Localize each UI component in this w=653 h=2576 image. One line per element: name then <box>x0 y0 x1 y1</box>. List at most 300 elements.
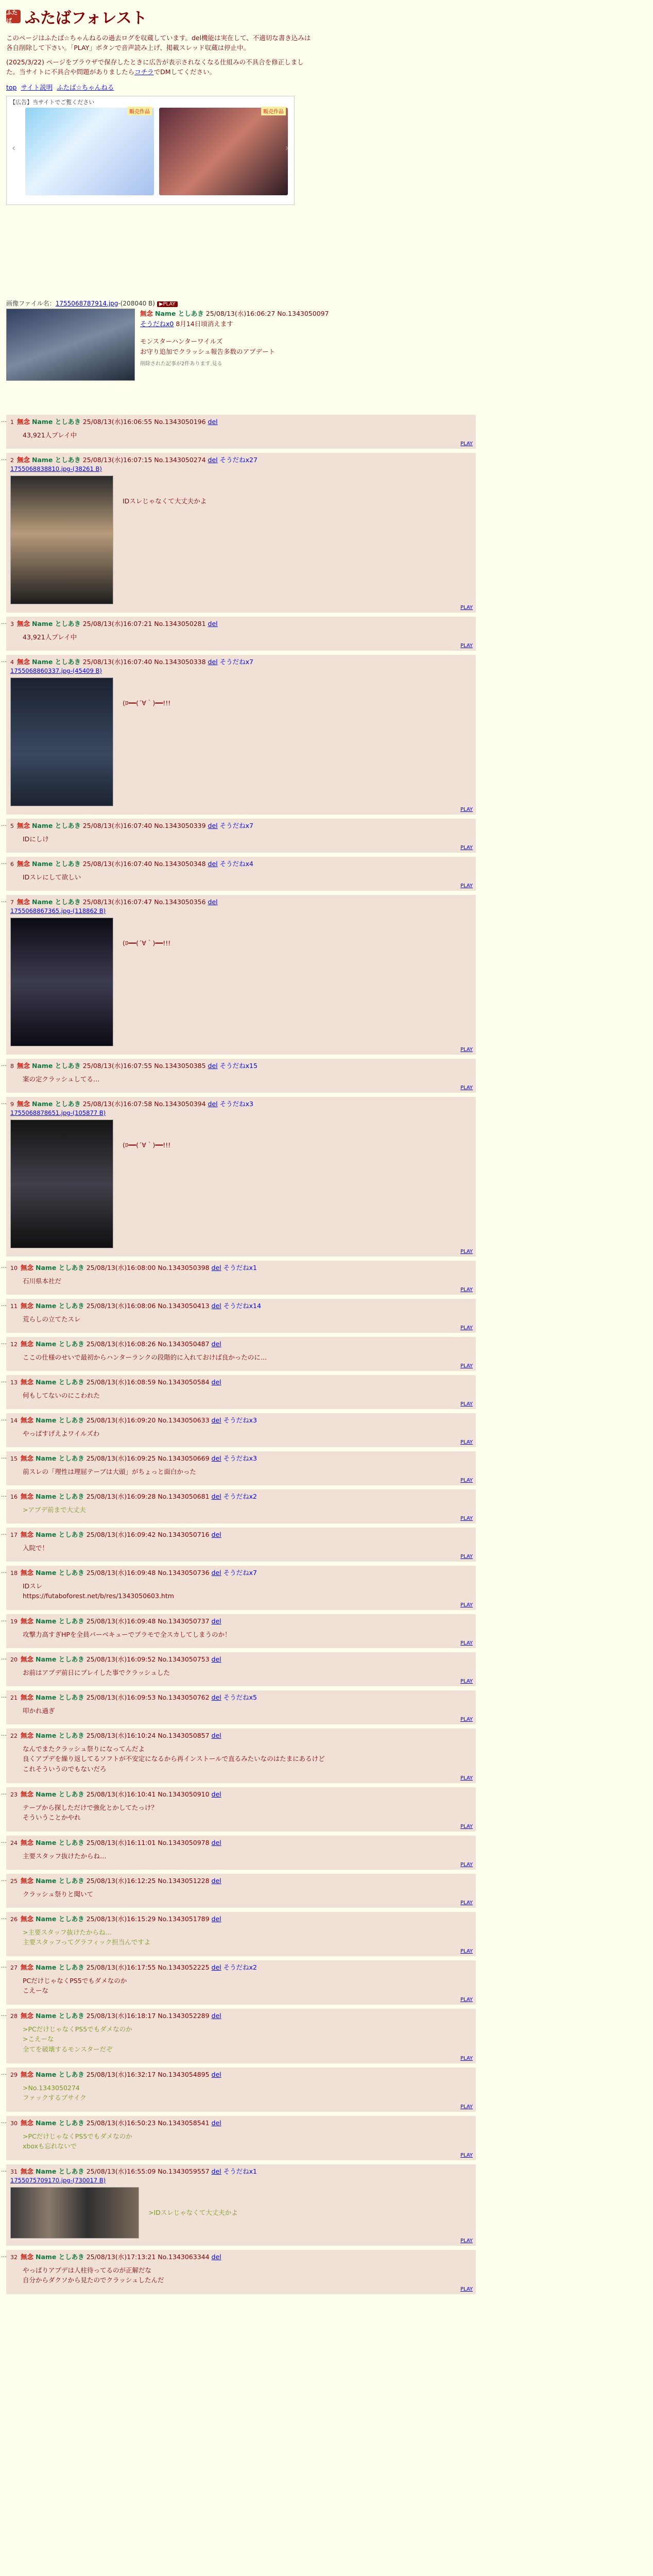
reply-name: Name としあき <box>35 2119 84 2127</box>
del-link[interactable]: del <box>211 1378 221 1386</box>
reply-body: 石川県本社だ <box>23 1277 62 1285</box>
reply-body: (ﾛ━━(´∀｀)━━!!! <box>123 1141 171 1149</box>
reply-body: やっぱすげえよワイルズわ <box>23 1430 100 1437</box>
del-link[interactable]: del <box>208 822 218 829</box>
del-link[interactable]: del <box>211 1493 221 1500</box>
reply-index: 9 <box>10 1101 14 1108</box>
reply-name: Name としあき <box>35 1617 84 1625</box>
reply-index: 16 <box>10 1494 18 1500</box>
nav-top-link[interactable]: top <box>6 83 17 91</box>
reply-body: 何もしてないのにこわれた <box>23 1392 100 1399</box>
del-link[interactable]: del <box>211 2167 221 2175</box>
op-body <box>140 309 329 381</box>
reply-index: 8 <box>10 1063 14 1070</box>
reply-date: 25/08/13(水)16:07:40 <box>82 822 152 829</box>
del-link[interactable]: del <box>211 1531 221 1538</box>
reply-header <box>6 1375 476 1386</box>
reply-marker-icon: … <box>1 1377 7 1384</box>
reply-date: 25/08/13(水)16:07:58 <box>82 1100 152 1108</box>
del-link[interactable]: del <box>208 1100 218 1108</box>
notice-tail: でDMしてください。 <box>153 68 216 76</box>
reply-subject: 無念 <box>20 1569 33 1577</box>
reply-header <box>6 1728 476 1740</box>
reply-name: Name としあき <box>35 1877 84 1885</box>
sodane-button[interactable]: そうだねx1 <box>223 2167 257 2175</box>
reply-number[interactable]: No.1343050669 <box>158 1454 210 1462</box>
reply-post <box>1 1614 476 1648</box>
play-button[interactable]: PLAY <box>460 2153 473 2158</box>
op-deleted-note[interactable]: 削除された記事が2件あります.見る <box>140 361 222 367</box>
reply-subject: 無念 <box>20 1732 33 1739</box>
play-button[interactable]: PLAY <box>460 1047 473 1053</box>
op-file-link[interactable]: 1755068787914.jpg <box>55 300 118 307</box>
reply-number[interactable]: No.1343050274 <box>154 456 206 464</box>
reply-subject: 無念 <box>16 658 30 666</box>
reply-header <box>6 1337 476 1348</box>
sodane-button[interactable]: そうだねx2 <box>223 1963 257 1971</box>
reply-date: 25/08/13(水)16:17:55 <box>86 1963 156 1971</box>
reply-post <box>1 1787 476 1832</box>
reply-date: 25/08/13(水)16:08:26 <box>86 1340 156 1348</box>
ad-image-1[interactable] <box>25 108 154 195</box>
del-link[interactable]: del <box>208 418 218 426</box>
reply-name: Name としあき <box>31 822 81 829</box>
reply-date: 25/08/13(水)16:09:28 <box>86 1493 156 1500</box>
play-button[interactable]: PLAY <box>460 1516 473 1521</box>
nav-about-link[interactable]: サイト説明 <box>21 83 53 91</box>
reply-header <box>6 1614 476 1625</box>
reply-number[interactable]: No.1343050633 <box>158 1416 210 1424</box>
reply-body: 前スレの「理性は理屈テーブは大頭」がちょっと面白かった <box>23 1468 196 1476</box>
reply-date: 25/08/13(水)16:07:15 <box>82 456 152 464</box>
play-button[interactable]: PLAY <box>460 2238 473 2244</box>
sodane-button[interactable]: そうだねx15 <box>219 1062 257 1070</box>
play-button[interactable]: PLAY <box>460 1401 473 1407</box>
reply-number[interactable]: No.1343054895 <box>158 2071 210 2078</box>
reply-index: 11 <box>10 1303 18 1310</box>
reply-body: IDスレじゃなくて大丈夫かよ <box>123 497 207 505</box>
reply-number[interactable]: No.1343058541 <box>158 2119 210 2127</box>
sodane-button[interactable]: そうだねx7 <box>219 658 253 666</box>
reply-name: Name としあき <box>35 2253 84 2261</box>
op-name: Name としあき <box>155 310 204 317</box>
reply-post <box>1 2250 476 2294</box>
play-button[interactable]: PLAY <box>460 1287 473 1293</box>
reply-marker-icon: … <box>1 1692 7 1699</box>
reply-file-link[interactable]: 1755068838810.jpg-(38261 B) <box>10 465 102 472</box>
reply-index: 12 <box>10 1341 18 1348</box>
del-link[interactable]: del <box>211 1340 221 1348</box>
reply-number[interactable]: No.1343052289 <box>158 2012 210 2020</box>
play-button[interactable]: PLAY <box>460 1640 473 1646</box>
carousel-next-icon[interactable]: › <box>285 142 289 154</box>
del-link[interactable]: del <box>208 620 218 628</box>
del-link[interactable]: del <box>211 1302 221 1310</box>
reply-subject: 無念 <box>20 1693 33 1701</box>
ad-image-2[interactable] <box>159 108 288 195</box>
del-link[interactable]: del <box>208 456 218 464</box>
op-play-button[interactable]: ▶PLAY <box>157 301 178 307</box>
play-button[interactable]: PLAY <box>460 1900 473 1906</box>
reply-header <box>6 1566 476 1577</box>
reply-name: Name としあき <box>35 1454 84 1462</box>
reply-subject: 無念 <box>20 1302 33 1310</box>
reply-index: 27 <box>10 1964 18 1971</box>
reply-index: 21 <box>10 1694 18 1701</box>
reply-header <box>6 1059 476 1070</box>
play-button[interactable]: PLAY <box>460 1478 473 1483</box>
reply-body: 43,921人プレイ中 <box>23 431 77 439</box>
reply-index: 32 <box>10 2254 18 2261</box>
reply-date: 25/08/13(水)16:55:09 <box>86 2167 156 2175</box>
reply-date: 25/08/13(水)16:10:24 <box>86 1732 156 1739</box>
reply-name: Name としあき <box>35 1963 84 1971</box>
notice-text-1: このページはふたば☆ちゃんねるの過去ログを収蔵しています。del機能は実在して、不適切な書き込みは各自削除して下さい。「PLAY」ボタンで音声読み上げ、掲載スレッド収蔵は停止中。 <box>6 34 311 52</box>
reply-marker-icon: … <box>1 417 7 423</box>
play-button[interactable]: PLAY <box>460 1085 473 1091</box>
sodane-button[interactable]: そうだねx7 <box>223 1569 257 1577</box>
reply-index: 5 <box>10 823 14 829</box>
reply-index: 22 <box>10 1733 18 1739</box>
sodane-button[interactable]: そうだねx3 <box>223 1416 257 1424</box>
del-link[interactable]: del <box>208 860 218 868</box>
reply-number[interactable]: No.1343050762 <box>158 1693 210 1701</box>
play-button[interactable]: PLAY <box>460 1679 473 1684</box>
reply-body: テーブから探しただけで強化とかしてたっけ？ そういうことかやれ <box>23 1804 158 1822</box>
reply-index: 4 <box>10 659 14 666</box>
reply-marker-icon: … <box>1 1061 7 1067</box>
reply-number[interactable]: No.1343050737 <box>158 1617 210 1625</box>
reply-body: (ﾛ━━(´∀｀)━━!!! <box>123 939 171 947</box>
del-link[interactable]: del <box>211 2119 221 2127</box>
reply-index: 20 <box>10 1656 18 1663</box>
reply-file-link[interactable]: 1755068867365.jpg-(118862 B) <box>10 907 106 914</box>
reply-number[interactable]: No.1343050681 <box>158 1493 210 1500</box>
del-link[interactable]: del <box>208 658 218 666</box>
reply-number[interactable]: No.1343050584 <box>158 1378 210 1386</box>
del-link[interactable]: del <box>211 1963 221 1971</box>
reply-name: Name としあき <box>35 1790 84 1798</box>
sodane-button[interactable]: そうだねx3 <box>219 1100 253 1108</box>
reply-index: 14 <box>10 1417 18 1424</box>
del-link[interactable]: del <box>211 2071 221 2078</box>
reply-marker-icon: … <box>1 2252 7 2259</box>
reply-post <box>1 2067 476 2112</box>
reply-number[interactable]: No.1343050487 <box>158 1340 210 1348</box>
del-link[interactable]: del <box>211 1693 221 1701</box>
reply-date: 25/08/13(水)16:18:17 <box>86 2012 156 2020</box>
reply-number[interactable]: No.1343050348 <box>154 860 206 868</box>
reply-image[interactable] <box>10 476 113 604</box>
play-button[interactable]: PLAY <box>460 845 473 851</box>
reply-body: ここの仕様のせいで最初からハンターランクの段階的に入れておけば良かったのに… <box>23 1353 267 1361</box>
reply-number[interactable]: No.1343050385 <box>154 1062 206 1070</box>
reply-post <box>1 655 476 815</box>
reply-number[interactable]: No.1343050736 <box>158 1569 210 1577</box>
reply-post <box>1 415 476 449</box>
play-button[interactable]: PLAY <box>460 1602 473 1608</box>
reply-body: >IDスレじゃなくて大丈夫かよ <box>148 2209 238 2216</box>
del-link[interactable]: del <box>211 1617 221 1625</box>
reply-file-link[interactable]: 1755075709170.jpg-(730017 B) <box>10 2177 106 2184</box>
op-sodane-button[interactable]: そうだねx0 <box>140 320 174 328</box>
op-number[interactable]: No.1343050097 <box>277 310 329 317</box>
play-button[interactable]: PLAY <box>460 1997 473 2003</box>
reply-body: クラッシュ祭りと聞いて <box>23 1890 94 1898</box>
del-link[interactable]: del <box>211 1264 221 1272</box>
reply-post <box>1 453 476 613</box>
reply-subject: 無念 <box>16 1062 30 1070</box>
play-button[interactable]: PLAY <box>460 1325 473 1331</box>
reply-media <box>6 916 476 1046</box>
reply-number[interactable]: No.1343050910 <box>158 1790 210 1798</box>
reply-index: 24 <box>10 1840 18 1846</box>
play-button[interactable]: PLAY <box>460 807 473 812</box>
reply-number[interactable]: No.1343050356 <box>154 898 206 906</box>
reply-image[interactable] <box>10 2187 139 2239</box>
reply-body: >PCだけじゃなくPS5でもダメなのか xboxも忘れないで <box>23 2132 132 2150</box>
reply-subject: 無念 <box>16 898 30 906</box>
reply-number[interactable]: No.1343050413 <box>158 1302 210 1310</box>
reply-name: Name としあき <box>31 898 81 906</box>
play-button[interactable]: PLAY <box>460 1948 473 1954</box>
reply-file <box>6 2176 476 2185</box>
op-subject: 無念 <box>140 310 153 317</box>
reply-name: Name としあき <box>35 1264 84 1272</box>
reply-body: 荒らしの立てたスレ <box>23 1315 81 1323</box>
reply-number[interactable]: No.1343050394 <box>154 1100 206 1108</box>
reply-subject: 無念 <box>20 2071 33 2078</box>
sodane-button[interactable]: そうだねx3 <box>223 1454 257 1462</box>
reply-date: 25/08/13(水)16:09:42 <box>86 1531 156 1538</box>
reply-header <box>6 1787 476 1799</box>
sodane-button[interactable]: そうだねx7 <box>219 822 253 829</box>
reply-number[interactable]: No.1343050716 <box>158 1531 210 1538</box>
reply-post <box>1 1261 476 1295</box>
reply-header <box>6 1489 476 1501</box>
del-link[interactable]: del <box>211 1877 221 1885</box>
reply-header <box>6 1528 476 1539</box>
reply-marker-icon: … <box>1 1492 7 1498</box>
reply-body: 主要スタッフ抜けたからね… <box>23 1852 107 1860</box>
contact-link[interactable]: コチラ <box>134 68 154 76</box>
reply-index: 30 <box>10 2120 18 2127</box>
play-button[interactable]: PLAY <box>460 1862 473 1868</box>
reply-post <box>1 1451 476 1485</box>
reply-header <box>6 1874 476 1885</box>
reply-number[interactable]: No.1343050196 <box>154 418 206 426</box>
play-button[interactable]: PLAY <box>460 1249 473 1255</box>
reply-body: IDスレ https://futaboforest.net/b/res/1343050603.htm <box>23 1582 174 1600</box>
reply-name: Name としあき <box>31 1062 81 1070</box>
reply-marker-icon: … <box>1 2118 7 2125</box>
play-button[interactable]: PLAY <box>460 1717 473 1722</box>
reply-subject: 無念 <box>20 1340 33 1348</box>
reply-name: Name としあき <box>35 1569 84 1577</box>
del-link[interactable]: del <box>208 898 218 906</box>
sodane-button[interactable]: そうだねx27 <box>219 456 257 464</box>
reply-date: 25/08/13(水)16:09:52 <box>86 1655 156 1663</box>
site-notice <box>6 33 315 77</box>
reply-date: 25/08/13(水)16:08:00 <box>86 1264 156 1272</box>
del-link[interactable]: del <box>211 1732 221 1739</box>
reply-number[interactable]: No.1343050281 <box>154 620 206 628</box>
reply-body: PCだけじゃなくPS5でもダメなのか こえーな <box>23 1977 127 1995</box>
del-link[interactable]: del <box>211 2012 221 2020</box>
ad-label: 【広告】当サイトでご覧ください <box>10 98 95 106</box>
reply-number[interactable]: No.1343050857 <box>158 1732 210 1739</box>
reply-image[interactable] <box>10 918 113 1046</box>
reply-header <box>6 1960 476 1972</box>
reply-name: Name としあき <box>35 1302 84 1310</box>
op-file-size: -(208040 B) <box>118 300 155 307</box>
reply-date: 25/08/13(水)16:07:55 <box>82 1062 152 1070</box>
reply-number[interactable]: No.1343051228 <box>158 1877 210 1885</box>
play-button[interactable]: PLAY <box>460 2056 473 2061</box>
play-button[interactable]: PLAY <box>460 1824 473 1829</box>
reply-number[interactable]: No.1343051789 <box>158 1915 210 1923</box>
op-line-1: モンスターハンターワイルズ <box>140 337 223 345</box>
del-link[interactable]: del <box>211 1454 221 1462</box>
reply-number[interactable]: No.1343063344 <box>158 2253 210 2261</box>
reply-post <box>1 2164 476 2246</box>
reply-date: 25/08/13(水)16:07:40 <box>82 860 152 868</box>
carousel-prev-icon[interactable]: ‹ <box>12 142 16 154</box>
file-label: 画像ファイル名： <box>6 300 56 307</box>
op-file-meta <box>6 299 470 308</box>
play-button[interactable]: PLAY <box>460 883 473 889</box>
reply-subject: 無念 <box>20 1839 33 1846</box>
reply-date: 25/08/13(水)16:32:17 <box>86 2071 156 2078</box>
reply-header <box>6 617 476 628</box>
reply-name: Name としあき <box>35 2071 84 2078</box>
reply-date: 25/08/13(水)16:08:59 <box>86 1378 156 1386</box>
play-button[interactable]: PLAY <box>460 2104 473 2110</box>
reply-index: 26 <box>10 1916 18 1923</box>
play-button[interactable]: PLAY <box>460 441 473 447</box>
sodane-button[interactable]: そうだねx2 <box>223 1493 257 1500</box>
reply-file <box>6 666 476 675</box>
site-logo[interactable]: ふたば <box>6 10 21 23</box>
sodane-button[interactable]: そうだねx1 <box>223 1264 257 1272</box>
play-button[interactable]: PLAY <box>460 2286 473 2292</box>
reply-index: 6 <box>10 861 14 868</box>
sodane-button[interactable]: そうだねx14 <box>223 1302 261 1310</box>
reply-body: なんでまたクラッシュ祭りになってんだよ 良くアプデを繰り返してるソフトが不安定になるから再インストールで直るみたいなのはたまにあるけど これそういうのでもないだろ <box>23 1745 325 1773</box>
reply-subject: 無念 <box>20 1416 33 1424</box>
reply-number[interactable]: No.1343050398 <box>158 1264 210 1272</box>
op-date: 25/08/13(水)16:06:27 <box>205 310 276 317</box>
del-link[interactable]: del <box>211 2253 221 2261</box>
reply-index: 3 <box>10 621 14 628</box>
reply-name: Name としあき <box>35 1839 84 1846</box>
reply-post <box>1 1097 476 1257</box>
reply-date: 25/08/13(水)16:07:47 <box>82 898 152 906</box>
reply-post <box>1 1566 476 1610</box>
del-link[interactable]: del <box>208 1062 218 1070</box>
reply-body: 案の定クラッシュしてる… <box>23 1075 100 1083</box>
reply-post <box>1 1413 476 1447</box>
reply-date: 25/08/13(水)16:10:41 <box>86 1790 156 1798</box>
reply-body: 叩かれ過ぎ <box>23 1707 55 1715</box>
op-image[interactable] <box>6 309 135 381</box>
reply-number[interactable]: No.1343059557 <box>158 2167 210 2175</box>
reply-file <box>6 1108 476 1117</box>
reply-number[interactable]: No.1343050338 <box>154 658 206 666</box>
play-button[interactable]: PLAY <box>460 643 473 649</box>
reply-body: >PCだけじゃなくPS5でもダメなのか >こえーな 全てを破壊するモンスターだぞ <box>23 2025 132 2053</box>
play-button[interactable]: PLAY <box>460 1775 473 1781</box>
nav-futaba-link[interactable]: ふたば☆ちゃんねる <box>57 83 114 91</box>
reply-header <box>6 1836 476 1847</box>
play-button[interactable]: PLAY <box>460 605 473 611</box>
reply-number[interactable]: No.1343050753 <box>158 1655 210 1663</box>
reply-file <box>6 464 476 473</box>
reply-name: Name としあき <box>31 658 81 666</box>
reply-marker-icon: … <box>1 1838 7 1844</box>
play-button[interactable]: PLAY <box>460 1363 473 1369</box>
reply-post <box>1 1299 476 1333</box>
del-link[interactable]: del <box>211 1839 221 1846</box>
sodane-button[interactable]: そうだねx5 <box>223 1693 257 1701</box>
reply-post <box>1 1836 476 1870</box>
reply-name: Name としあき <box>35 1378 84 1386</box>
reply-index: 31 <box>10 2168 18 2175</box>
del-link[interactable]: del <box>211 1790 221 1798</box>
reply-name: Name としあき <box>35 1732 84 1739</box>
del-link[interactable]: del <box>211 1655 221 1663</box>
ad-banner[interactable] <box>6 96 295 205</box>
sodane-button[interactable]: そうだねx4 <box>219 860 253 868</box>
reply-name: Name としあき <box>31 456 81 464</box>
reply-number[interactable]: No.1343050339 <box>154 822 206 829</box>
reply-file-link[interactable]: 1755068878651.jpg-(105877 B) <box>10 1109 106 1116</box>
reply-number[interactable]: No.1343050978 <box>158 1839 210 1846</box>
reply-number[interactable]: No.1343052225 <box>158 1963 210 1971</box>
reply-post <box>1 1912 476 1956</box>
play-button[interactable]: PLAY <box>460 1554 473 1560</box>
reply-post <box>1 1960 476 2005</box>
reply-marker-icon: … <box>1 1616 7 1623</box>
reply-subject: 無念 <box>20 1963 33 1971</box>
ad-tag: 販売作品 <box>261 107 286 115</box>
del-link[interactable]: del <box>211 1416 221 1424</box>
reply-subject: 無念 <box>16 822 30 829</box>
site-title: ふたばフォレスト <box>25 9 147 27</box>
reply-media <box>6 2185 476 2239</box>
reply-marker-icon: … <box>1 1339 7 1346</box>
reply-subject: 無念 <box>20 1617 33 1625</box>
reply-index: 1 <box>10 419 14 426</box>
reply-marker-icon: … <box>1 1415 7 1422</box>
reply-image[interactable] <box>10 1120 113 1248</box>
reply-marker-icon: … <box>1 1876 7 1883</box>
reply-marker-icon: … <box>1 2070 7 2076</box>
reply-header <box>6 1261 476 1272</box>
reply-date: 25/08/13(水)16:07:21 <box>82 620 152 628</box>
reply-date: 25/08/13(水)16:06:55 <box>82 418 152 426</box>
play-button[interactable]: PLAY <box>460 1439 473 1445</box>
reply-image[interactable] <box>10 677 113 806</box>
del-link[interactable]: del <box>211 1915 221 1923</box>
reply-marker-icon: … <box>1 1962 7 1969</box>
del-link[interactable]: del <box>211 1569 221 1577</box>
reply-name: Name としあき <box>31 418 81 426</box>
reply-header <box>6 1451 476 1463</box>
reply-file-link[interactable]: 1755068860337.jpg-(45409 B) <box>10 667 102 674</box>
reply-marker-icon: … <box>1 2011 7 2018</box>
reply-index: 17 <box>10 1532 18 1538</box>
